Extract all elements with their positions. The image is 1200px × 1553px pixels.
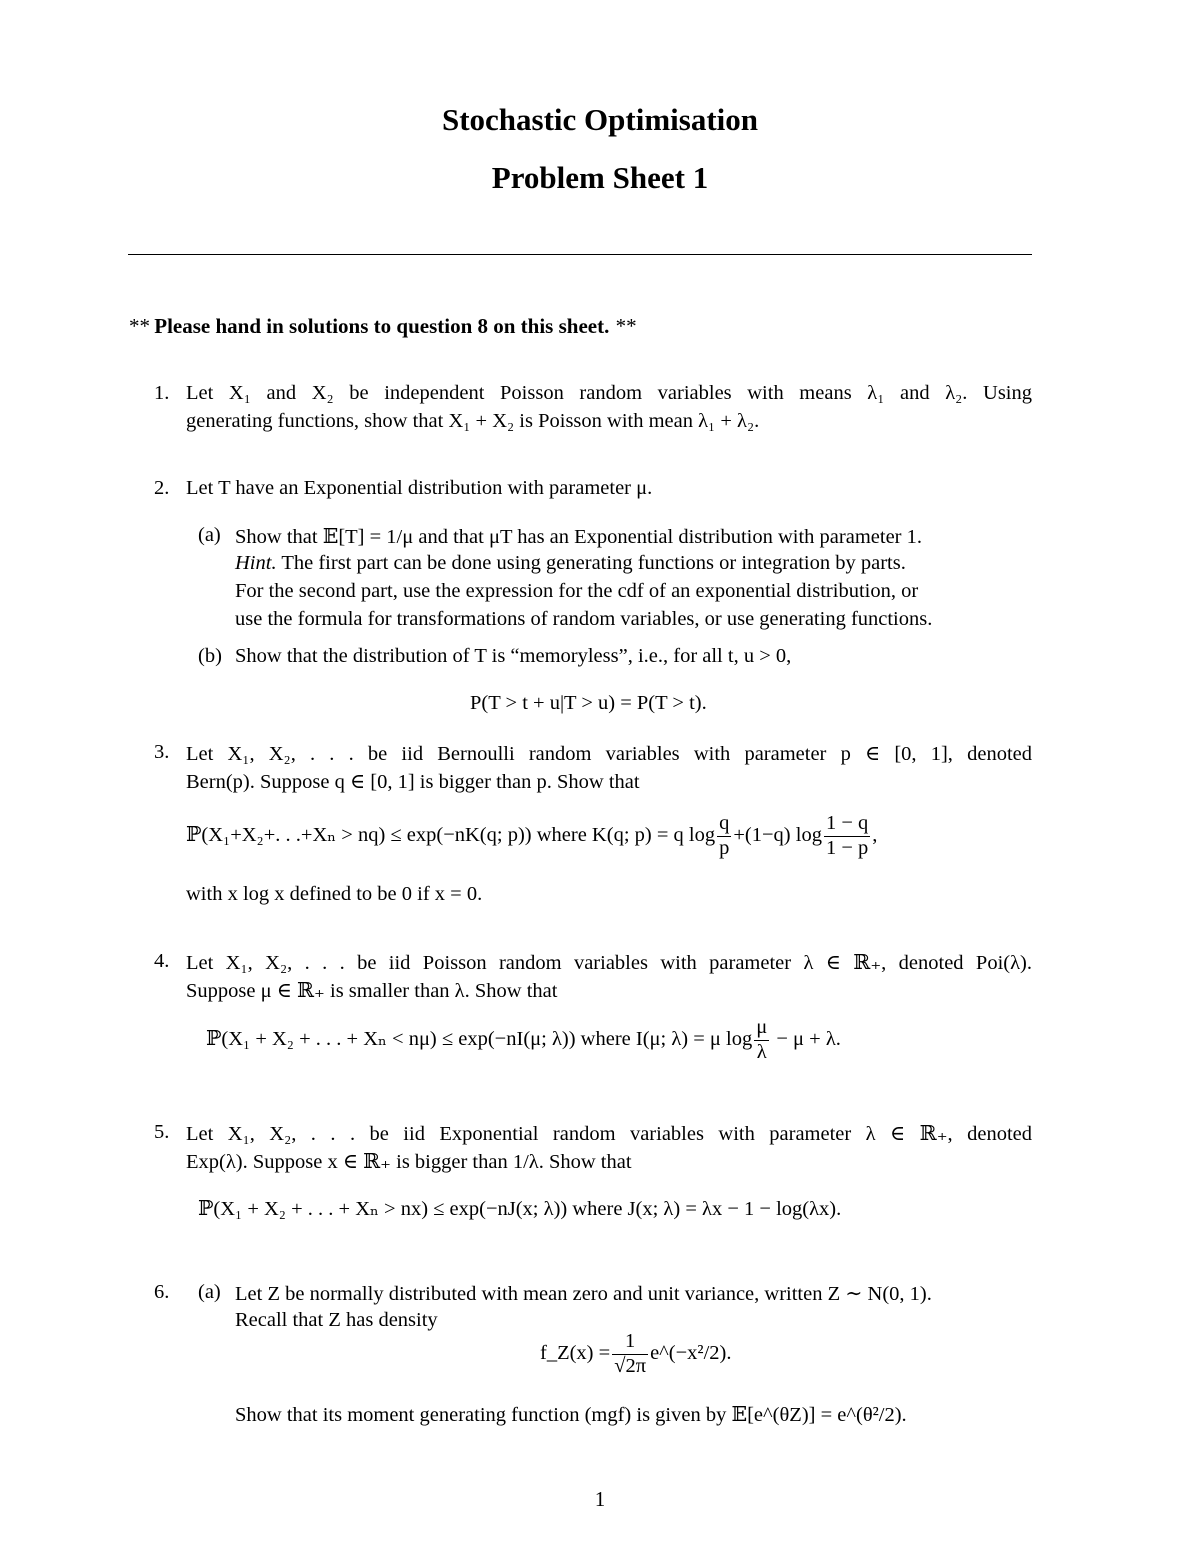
question-3-line-2: Bern(p). Suppose q ∈ [0, 1] is bigger than p. Show that [186, 771, 640, 793]
question-2a-label: (a) [198, 524, 221, 546]
question-5-equation: ℙ(X₁ + X₂ + . . . + Xₙ > nx) ≤ exp(−nJ(x; λ)) where J(x; λ) = λx − 1 − log(λx). [198, 1198, 842, 1220]
question-2b-equation: P(T > t + u|T > u) = P(T > t). [470, 692, 707, 714]
page-number: 1 [594, 1487, 606, 1511]
question-3-line-3: with x log x defined to be 0 if x = 0. [186, 883, 483, 905]
horizontal-rule [128, 254, 1032, 255]
question-2-number: 2. [154, 477, 170, 499]
question-6-frac-den: √2π [614, 1354, 647, 1377]
question-3-fraction-1 [717, 812, 731, 860]
question-2a-line-1: Show that 𝔼[T] = 1/μ and that μT has an Exponential distribution with parameter 1. [235, 526, 923, 548]
question-3-frac1-den: p [719, 836, 730, 859]
question-4-frac-num: μ [756, 1016, 768, 1038]
notice-stars-right: ** [614, 314, 636, 338]
question-2a-line-2 [235, 552, 906, 575]
question-4-fraction [754, 1016, 769, 1064]
question-3-frac2-den: 1 − p [825, 836, 869, 859]
question-2a-line-4: use the formula for transformations of random variables, or use generating functions. [235, 608, 933, 630]
document-subtitle: Problem Sheet 1 [491, 160, 709, 195]
question-2b-line-1: Show that the distribution of T is “memoryless”, i.e., for all t, u > 0, [235, 645, 792, 667]
question-6-equation [540, 1330, 731, 1378]
question-5-line-2: Exp(λ). Suppose x ∈ ℝ₊ is bigger than 1/λ. Show that [186, 1151, 632, 1173]
question-3-frac2-num: 1 − q [825, 812, 869, 834]
question-4-line-2: Suppose μ ∈ ℝ₊ is smaller than λ. Show that [186, 980, 558, 1002]
question-3-eq-mid: +(1−q) log [733, 823, 822, 846]
question-4-eq-end: − μ + λ. [776, 1027, 841, 1050]
question-6a-line-1: Let Z be normally distributed with mean zero and unit variance, written Z ∼ N(0, 1). [235, 1283, 932, 1305]
question-4-equation [206, 1016, 841, 1064]
question-3-equation [186, 812, 877, 860]
question-6-frac-num: 1 [625, 1330, 636, 1352]
question-3-line-1: Let X₁, X₂, . . . be iid Bernoulli random variables with parameter p ∈ [0, 1], denoted [186, 743, 1032, 765]
question-2a-line-3: For the second part, use the expression for the cdf of an exponential distribution, or [235, 580, 919, 602]
question-4-line-1: Let X₁, X₂, . . . be iid Poisson random variables with parameter λ ∈ ℝ₊, denoted Poi(λ). [186, 952, 1032, 974]
question-6-eq-exp: e^(−x²/2). [650, 1341, 732, 1364]
question-3-eq-lhs: ℙ(X₁+X₂+. . .+Xₙ > nq) ≤ exp(−nK(q; p)) where K(q; p) = q log [186, 823, 716, 846]
question-2a-hint-text: The first part can be done using generating functions or integration by parts. [281, 552, 906, 574]
question-1-line-2: generating functions, show that X₁ + X₂ is Poisson with mean λ₁ + λ₂. [186, 410, 760, 432]
notice-stars-left: ** [128, 314, 149, 338]
question-1-number: 1. [154, 382, 170, 404]
question-6a-line-2: Recall that Z has density [235, 1309, 438, 1331]
question-3-frac1-num: q [719, 812, 730, 834]
question-6a-label: (a) [198, 1281, 221, 1303]
question-6-fraction [612, 1330, 648, 1378]
question-2-intro: Let T have an Exponential distribution with parameter μ. [186, 477, 653, 499]
question-3-fraction-2 [824, 812, 870, 860]
question-1-line-1: Let X₁ and X₂ be independent Poisson random variables with means λ₁ and λ₂. Using [186, 382, 1032, 404]
question-3-number: 3. [154, 741, 170, 763]
document-title: Stochastic Optimisation [441, 102, 759, 137]
submission-notice [128, 314, 636, 339]
question-3-eq-end: , [872, 823, 878, 846]
question-2b-label: (b) [198, 645, 222, 667]
question-4-eq-lhs: ℙ(X₁ + X₂ + . . . + Xₙ < nμ) ≤ exp(−nI(μ; λ)) where I(μ; λ) = μ log [206, 1027, 753, 1050]
question-2a-hint: Hint. [235, 552, 277, 574]
question-5-number: 5. [154, 1121, 170, 1143]
question-5-line-1: Let X₁, X₂, . . . be iid Exponential random variables with parameter λ ∈ ℝ₊, denoted [186, 1123, 1032, 1145]
notice-text: Please hand in solutions to question 8 on this sheet. [154, 314, 610, 338]
question-6-number: 6. [154, 1281, 170, 1303]
question-4-frac-den: λ [754, 1040, 769, 1065]
question-4-number: 4. [154, 950, 170, 972]
question-6-eq-lhs: f_Z(x) = [540, 1341, 611, 1364]
question-6a-line-3: Show that its moment generating function (mgf) is given by 𝔼[e^(θZ)] = e^(θ²/2). [235, 1404, 907, 1426]
